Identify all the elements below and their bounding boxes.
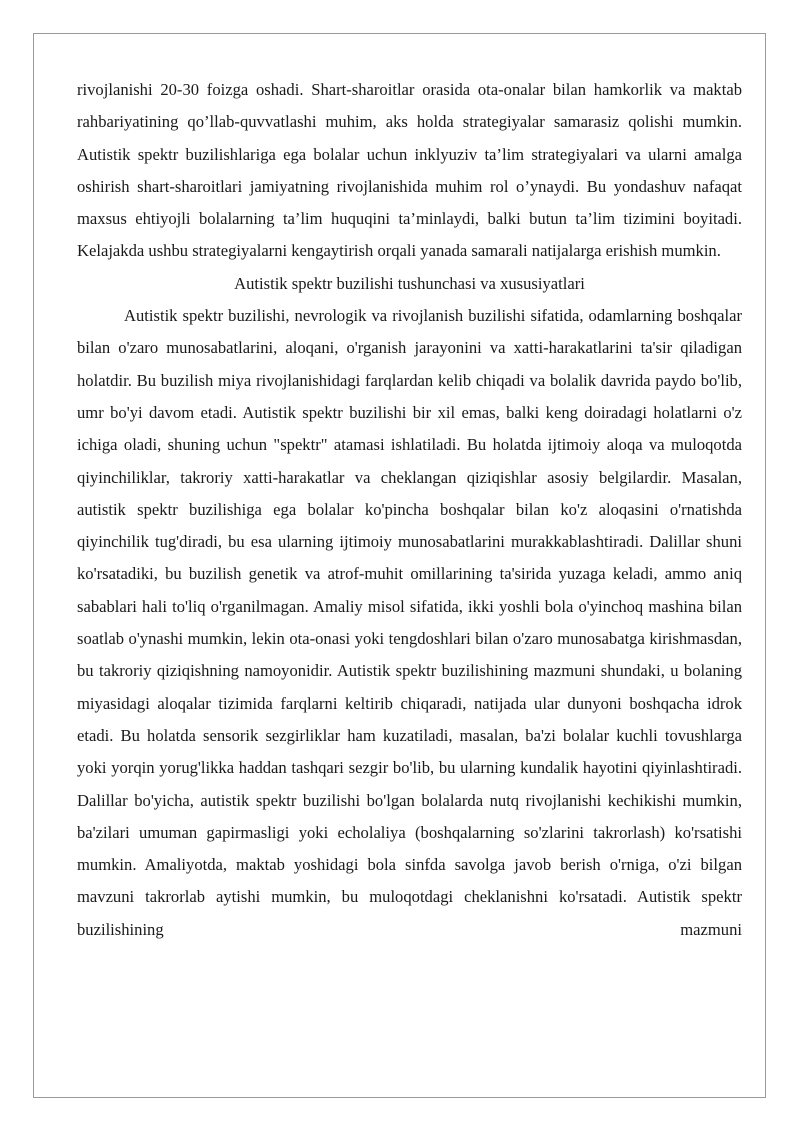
paragraph-continuation: rivojlanishi 20-30 foizga oshadi. Shart-sharoitlar orasida ota-onalar bilan hamkorlik va maktab rahbariyatining qo’llab-quvvatlashi muhim, aks holda strategiyalar samarasiz qolishi mumkin. Autistik spektr buzilishlariga ega bolalar uchun inklyuziv ta’lim strategiyalari va ularni amalga oshirish shart-sharoitlari jamiyatning rivojlanishida muhim rol o’ynaydi. Bu yondashuv nafaqat maxsus ehtiyojli bolalarning ta’lim huquqini ta’minlaydi, balki butun ta’lim tizimini boyitadi. Kelajakda ushbu strategiyalarni kengaytirish orqali yanada samarali natijalarga erishish mumkin. bbox=[77, 80, 742, 261]
document-body bbox=[77, 74, 742, 946]
section-heading: Autistik spektr buzilishi tushunchasi va xususiyatlari bbox=[234, 273, 585, 293]
paragraph-autism-definition: Autistik spektr buzilishi, nevrologik va rivojlanish buzilishi sifatida, odamlarning boshqalar bilan o'zaro munosabatlarini, aloqani, o'rganish jarayonini va xatti-harakatlarini ta'sir qiladigan holatdir. Bu buzilish miya rivojlanishidagi farqlardan kelib chiqadi va bolalik davrida paydo bo'lib, umr bo'yi davom etadi. Autistik spektr buzilishi bir xil emas, balki keng doiradagi holatlarni o'z ichiga oladi, shuning uchun "spektr" atamasi ishlatiladi. Bu holatda ijtimoiy aloqa va muloqotda qiyinchiliklar, takroriy xatti-harakatlar va cheklangan qiziqishlar asosiy belgilardir. Masalan, autistik spektr buzilishiga ega bolalar ko'pincha boshqalar bilan ko'z aloqasini o'rnatishda qiyinchilik tug'diradi, bu esa ularning ijtimoiy munosabatlarini murakkablashtiradi. Dalillar shuni ko'rsatadiki, bu buzilish genetik va atrof-muhit omillarining ta'sirida yuzaga keladi, ammo aniq sabablari hali to'liq o'rganilmagan. Amaliy misol sifatida, ikki yoshli bola o'yinchoq mashina bilan soatlab o'ynashi mumkin, lekin ota-onasi yoki tengdoshlari bilan o'zaro munosabatga kirishmasdan, bu takroriy qiziqishning namoyonidir. Autistik spektr buzilishining mazmuni shundaki, u bolaning miyasidagi aloqalar tizimida farqlarni keltirib chiqaradi, natijada ular dunyoni boshqacha idrok etadi. Bu holatda sensorik sezgirliklar ham kuzatiladi, masalan, ba'zi bolalar kuchli tovushlarga yoki yorqin yorug'likka haddan tashqari sezgir bo'lib, bu ularning kundalik hayotini qiyinlashtiradi. Dalillar bo'yicha, autistik spektr buzilishi bo'lgan bolalarda nutq rivojlanishi kechikishi mumkin, ba'zilari umuman gapirmasligi yoki echolaliya (boshqalarning so'zlarini takrorlash) ko'rsatishi mumkin. Amaliyotda, maktab yoshidagi bola sinfda savolga javob berish o'rniga, o'zi bilgan mavzuni takrorlab aytishi mumkin, bu muloqotdagi cheklanishni ko'rsatadi. Autistik spektr buzilishining mazmuni bbox=[77, 306, 742, 939]
